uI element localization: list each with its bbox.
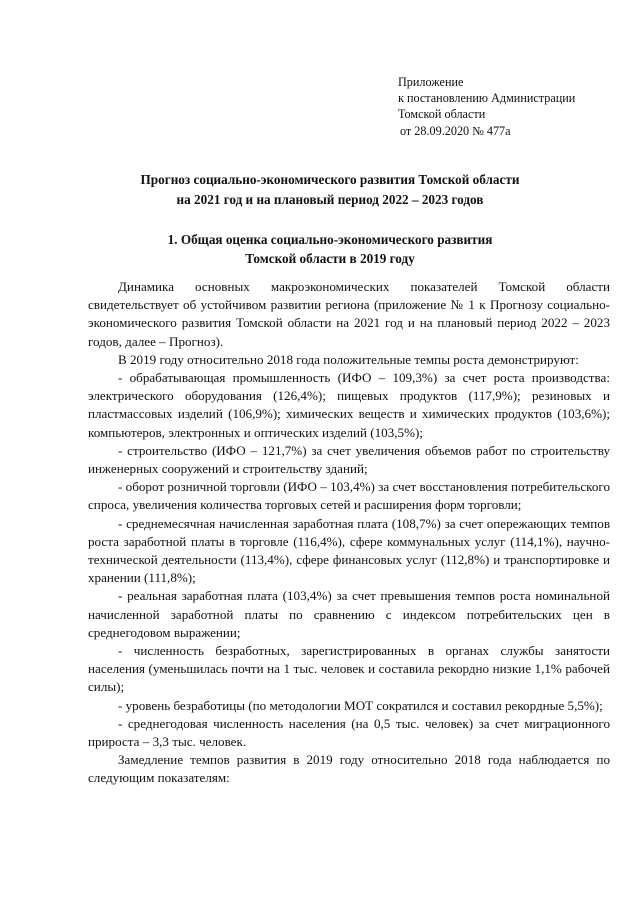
document-title [100, 170, 560, 210]
section-heading-line: 1. Общая оценка социально-экономического развития [167, 232, 493, 247]
bullet-item: - обрабатывающая промышленность (ИФО – 109,3%) за счет роста производства: электрического оборудования (126,4%); пищевых продуктов (117,9%); резиновых и пластмассовых изделий (106,9%); химических веществ и химических продуктов (103,6%); компьютеров, электронных и оптических изделий (103,5%); [88, 370, 610, 440]
bullet-item: - численность безработных, зарегистрированных в органах службы занятости населения (уменьшилась почти на 1 тыс. человек и составила рекордно низкие 1,1% рабочей силы); [88, 643, 610, 695]
annex-line: Томской области [398, 107, 486, 122]
paragraph: Замедление темпов развития в 2019 году относительно 2018 года наблюдается по следующим показателям: [88, 752, 610, 786]
bullet-item: - уровень безработицы (по методологии МОТ сократился и составил рекордные 5,5%); [118, 697, 603, 713]
bullet-item: - среднемесячная начисленная заработная плата (108,7%) за счет опережающих темпов роста заработной платы в торговле (116,4%), сфере коммунальных услуг (114,1%), научно-технической деятельности (113,4%), сфере финансовых услуг (112,8%) и транспортировке и хранении (111,8%); [88, 515, 610, 586]
body-text [88, 278, 610, 788]
bullet-item: - оборот розничной торговли (ИФО – 103,4%) за счет восстановления потребительского спроса, увеличения количества торговых сетей и расширения форм торговли; [88, 479, 610, 513]
annex-line: к постановлению Администрации [398, 91, 576, 106]
annex-date: от 28.09.2020 № 477а [400, 123, 511, 138]
bullet-item: - строительство (ИФО – 121,7%) за счет увеличения объемов работ по строительству инженерных сооружений и строительству зданий; [88, 442, 610, 477]
annex-block [398, 74, 575, 139]
bullet-item: - реальная заработная плата (103,4%) за счет превышения темпов роста номинальной начисленной заработной платы по сравнению с индексом потребительских цен в среднегодовом выражении; [88, 588, 610, 640]
section-heading [100, 230, 560, 268]
title-line: на 2021 год и на плановый период 2022 – 2023 годов [176, 192, 484, 207]
title-line: Прогноз социально-экономического развития Томской области [140, 172, 520, 187]
section-heading-line: Томской области в 2019 году [245, 251, 415, 266]
bullet-item: - среднегодовая численность населения (на 0,5 тыс. человек) за счет миграционного прироста – 3,3 тыс. человек. [88, 715, 610, 750]
annex-line: Приложение [398, 75, 464, 89]
paragraph: Динамика основных макроэкономических показателей Томской области свидетельствует об устойчивом развитии региона (приложение № 1 к Прогнозу социально-экономического развития Томской области на 2021 год и на плановый период 2022 – 2023 годов, далее – Прогноз). [88, 279, 610, 349]
paragraph: В 2019 году относительно 2018 года положительные темпы роста демонстрируют: [118, 351, 579, 367]
